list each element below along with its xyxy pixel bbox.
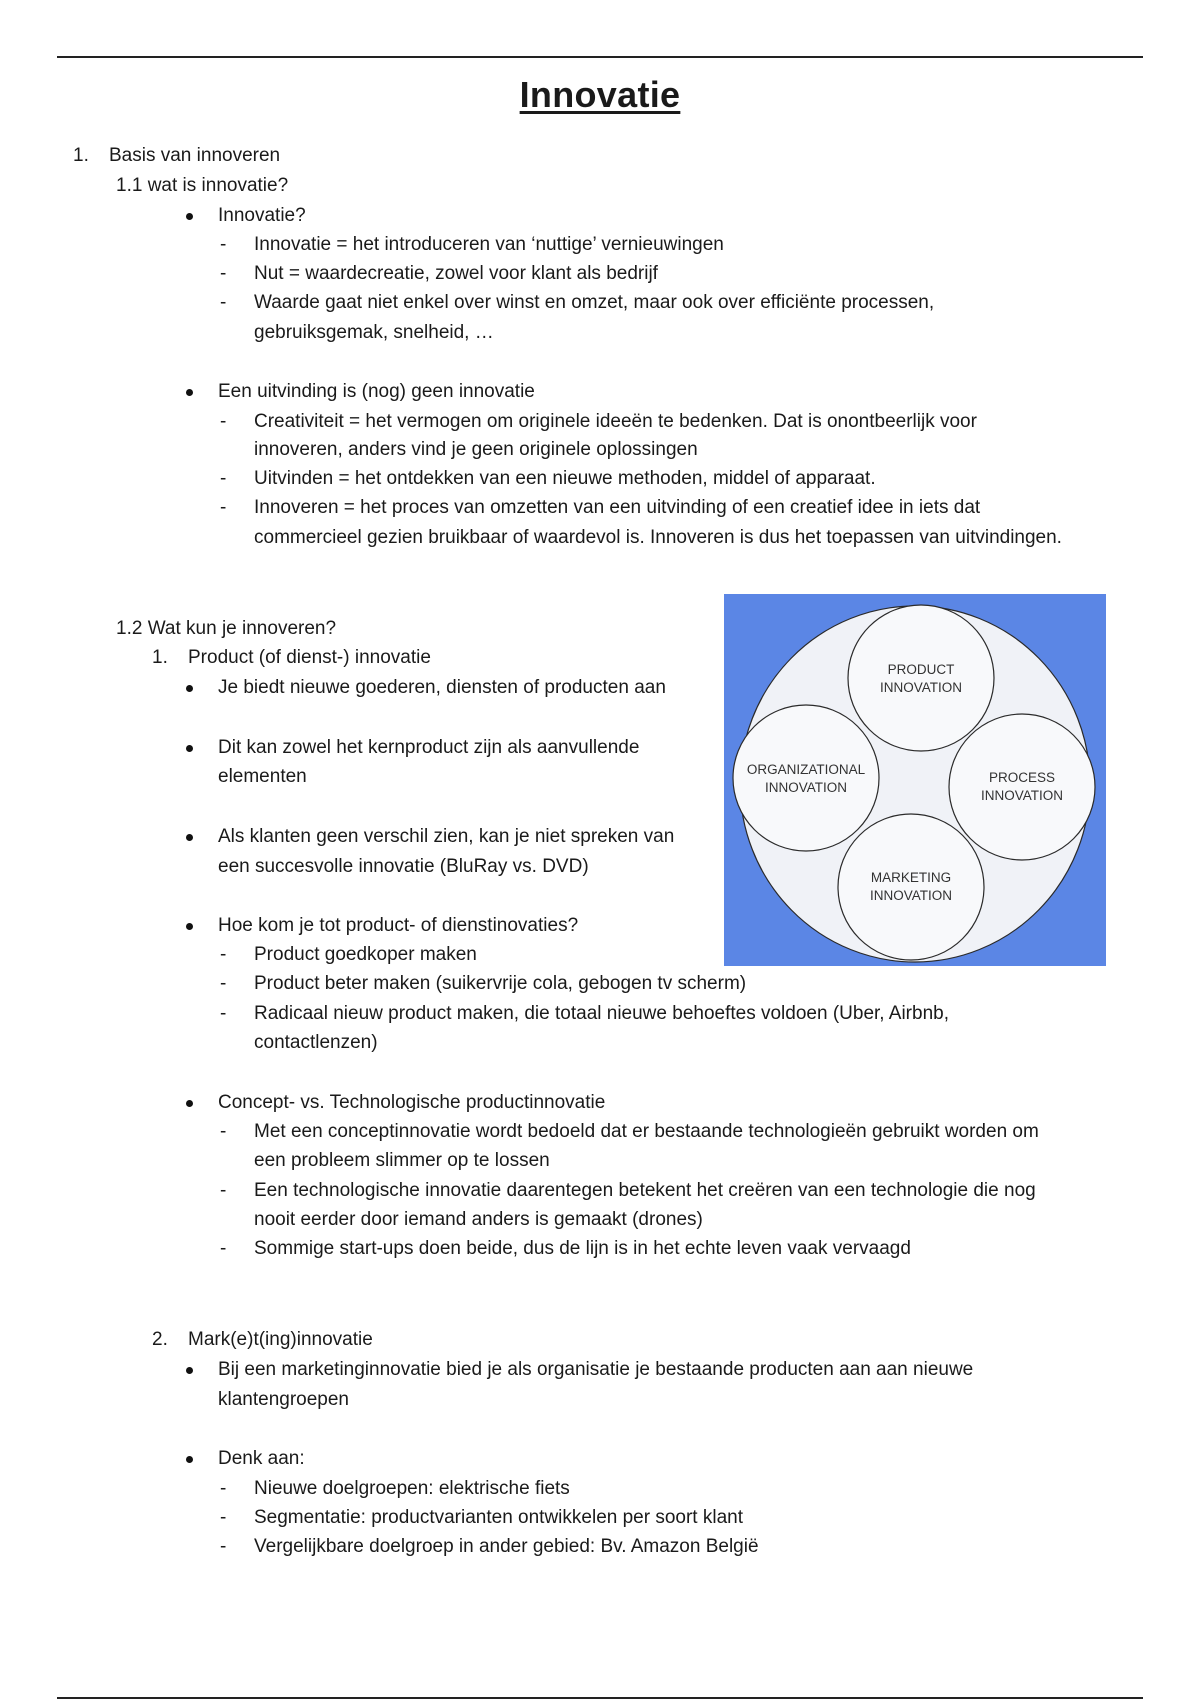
bullet-klanten-verschil: Als klanten geen verschil zien, kan je niet spreken van bbox=[218, 826, 675, 847]
sub-1-heading: Product (of dienst-) innovatie bbox=[188, 647, 431, 668]
list-item: - Creativiteit = het vermogen om originele ideeën te bedenken. Dat is onontbeerlijk voor bbox=[254, 411, 977, 433]
bottom-rule bbox=[57, 1697, 1143, 1699]
bullet-innovatie: Innovatie? bbox=[218, 205, 306, 226]
list-item: - Innoveren = het proces van omzetten van een uitvinding of een creatief idee in iets dat bbox=[254, 497, 980, 519]
list-item: - Sommige start-ups doen beide, dus de lijn is in het echte leven vaak vervaagd bbox=[254, 1238, 911, 1260]
bullet-hoe-kom-je: Hoe kom je tot product- of dienstinovaties? bbox=[218, 915, 579, 936]
list-item: - Met een conceptinnovatie wordt bedoeld dat er bestaande technologieën gebruikt worden om bbox=[254, 1121, 1039, 1143]
innovation-types-diagram bbox=[724, 594, 1106, 966]
list-item: - Radicaal nieuw product maken, die totaal nieuwe behoeftes voldoen (Uber, Airbnb, bbox=[254, 1003, 949, 1025]
list-item-continuation: contactlenzen) bbox=[254, 1032, 378, 1053]
process-innovation-label-line2: INNOVATION bbox=[980, 788, 1064, 803]
bullet-denk-aan: Denk aan: bbox=[218, 1448, 305, 1469]
list-item-continuation: commercieel gezien bruikbaar of waardevol is. Innoveren is dus het toepassen van uitvindingen. bbox=[254, 527, 1062, 548]
list-item: - Innovatie = het introduceren van ‘nuttige’ vernieuwingen bbox=[254, 234, 724, 256]
bullet-continuation: klantengroepen bbox=[218, 1389, 349, 1410]
sub-2-number: 2. bbox=[152, 1329, 168, 1350]
list-item: - Uitvinden = het ontdekken van een nieuwe methoden, middel of apparaat. bbox=[254, 468, 876, 490]
bullet-continuation: elementen bbox=[218, 766, 307, 787]
list-item: - Vergelijkbare doelgroep in ander gebied: Bv. Amazon België bbox=[254, 1536, 759, 1558]
bullet-continuation: een succesvolle innovatie (BluRay vs. DVD) bbox=[218, 856, 589, 877]
organizational-innovation-circle bbox=[733, 705, 879, 851]
list-item-continuation: gebruiksgemak, snelheid, … bbox=[254, 322, 494, 343]
product-innovation-label-line2: INNOVATION bbox=[879, 680, 963, 695]
process-innovation-label-line1: PROCESS bbox=[988, 770, 1056, 785]
list-item: - Nut = waardecreatie, zowel voor klant als bedrijf bbox=[254, 263, 658, 285]
list-item: - Product beter maken (suikervrije cola, gebogen tv scherm) bbox=[254, 973, 746, 995]
process-innovation-circle bbox=[949, 714, 1095, 860]
list-item: - Product goedkoper maken bbox=[254, 944, 477, 966]
list-item: - Segmentatie: productvarianten ontwikkelen per soort klant bbox=[254, 1507, 743, 1529]
list-item: - Een technologische innovatie daarentegen betekent het creëren van een technologie die nog bbox=[254, 1180, 1036, 1202]
list-item: - Nieuwe doelgroepen: elektrische fiets bbox=[254, 1478, 570, 1500]
bullet-uitvinding: Een uitvinding is (nog) geen innovatie bbox=[218, 381, 535, 402]
section-1-1-heading: 1.1 wat is innovatie? bbox=[116, 175, 289, 196]
section-1-heading: Basis van innoveren bbox=[109, 145, 281, 166]
product-innovation-circle bbox=[848, 605, 994, 751]
page-title: Innovatie bbox=[519, 74, 681, 115]
marketing-innovation-label-line2: INNOVATION bbox=[869, 888, 953, 903]
list-item: - Waarde gaat niet enkel over winst en omzet, maar ook over efficiënte processen, bbox=[254, 292, 934, 314]
list-item-continuation: een probleem slimmer op te lossen bbox=[254, 1150, 550, 1171]
section-1-2-heading: 1.2 Wat kun je innoveren? bbox=[116, 618, 337, 639]
marketing-innovation-circle bbox=[838, 814, 984, 960]
product-innovation-label-line1: PRODUCT bbox=[887, 662, 955, 677]
bullet-nieuwe-goederen: Je biedt nieuwe goederen, diensten of producten aan bbox=[218, 677, 666, 698]
list-item-continuation: nooit eerder door iemand anders is gemaakt (drones) bbox=[254, 1209, 703, 1230]
section-1-number: 1. bbox=[73, 145, 89, 166]
bullet-kernproduct: Dit kan zowel het kernproduct zijn als aanvullende bbox=[218, 737, 640, 758]
marketing-innovation-label-line1: MARKETING bbox=[870, 870, 952, 885]
top-rule bbox=[57, 56, 1143, 58]
bullet-marketinginnovatie: Bij een marketinginnovatie bied je als organisatie je bestaande producten aan aan nieuwe bbox=[218, 1359, 974, 1380]
organizational-innovation-label-line2: INNOVATION bbox=[764, 780, 848, 795]
innovation-diagram-svg bbox=[724, 594, 1106, 966]
sub-2-heading: Mark(e)t(ing)innovatie bbox=[188, 1329, 373, 1350]
bullet-concept-vs-technologisch: Concept- vs. Technologische productinnovatie bbox=[218, 1092, 606, 1113]
organizational-innovation-label-line1: ORGANIZATIONAL bbox=[746, 762, 866, 777]
sub-1-number: 1. bbox=[152, 647, 168, 668]
list-item-continuation: innoveren, anders vind je geen originele oplossingen bbox=[254, 439, 698, 460]
